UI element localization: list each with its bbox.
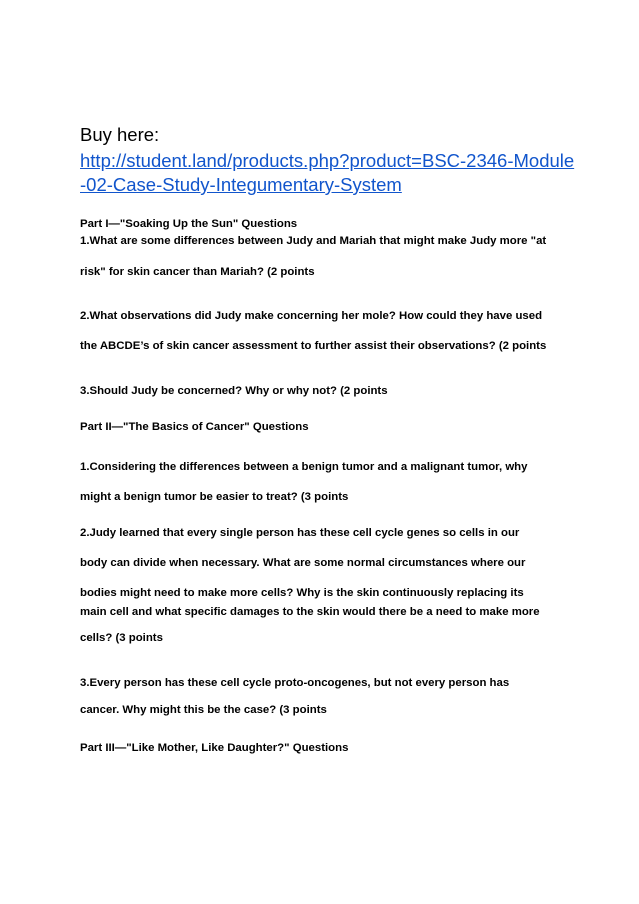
- part2-q2-line4: main cell and what specific damages to the skin would there be a need to make more: [80, 606, 540, 618]
- part1-q1-line2: risk" for skin cancer than Mariah? (2 points: [80, 266, 315, 278]
- part1-heading: Part I—"Soaking Up the Sun" Questions: [80, 218, 298, 230]
- buy-here-label: Buy here:: [80, 124, 160, 145]
- part2-q2-line2: body can divide when necessary. What are some normal circumstances where our: [80, 557, 526, 569]
- part1-q1-line1: 1.What are some differences between Judy and Mariah that might make Judy more "at: [80, 235, 547, 247]
- product-link[interactable]: http://student.land/products.php?product=BSC-2346-Module-02-Case-Study-Integumentary-System: [80, 150, 575, 195]
- part2-q2-line1: 2.Judy learned that every single person has these cell cycle genes so cells in our: [80, 527, 520, 539]
- part2-q1-line1: 1.Considering the differences between a benign tumor and a malignant tumor, why: [80, 461, 528, 473]
- part1-q2-line1: 2.What observations did Judy make concerning her mole? How could they have used: [80, 310, 543, 322]
- part2-q1-line2: might a benign tumor be easier to treat? (3 points: [80, 491, 349, 503]
- part1-q3-line1: 3.Should Judy be concerned? Why or why not? (2 points: [80, 385, 388, 397]
- part2-q2-line3: bodies might need to make more cells? Why is the skin continuously replacing its: [80, 587, 524, 599]
- part3-heading: Part III—"Like Mother, Like Daughter?" Questions: [80, 742, 349, 754]
- part2-q3-line1: 3.Every person has these cell cycle proto-oncogenes, but not every person has: [80, 677, 510, 689]
- part1-q2-line2: the ABCDE’s of skin cancer assessment to further assist their observations? (2 points: [80, 340, 547, 352]
- part2-q3-line2: cancer. Why might this be the case? (3 points: [80, 704, 327, 716]
- part2-heading: Part II—"The Basics of Cancer" Questions: [80, 421, 309, 433]
- part2-q2-line5: cells? (3 points: [80, 632, 163, 644]
